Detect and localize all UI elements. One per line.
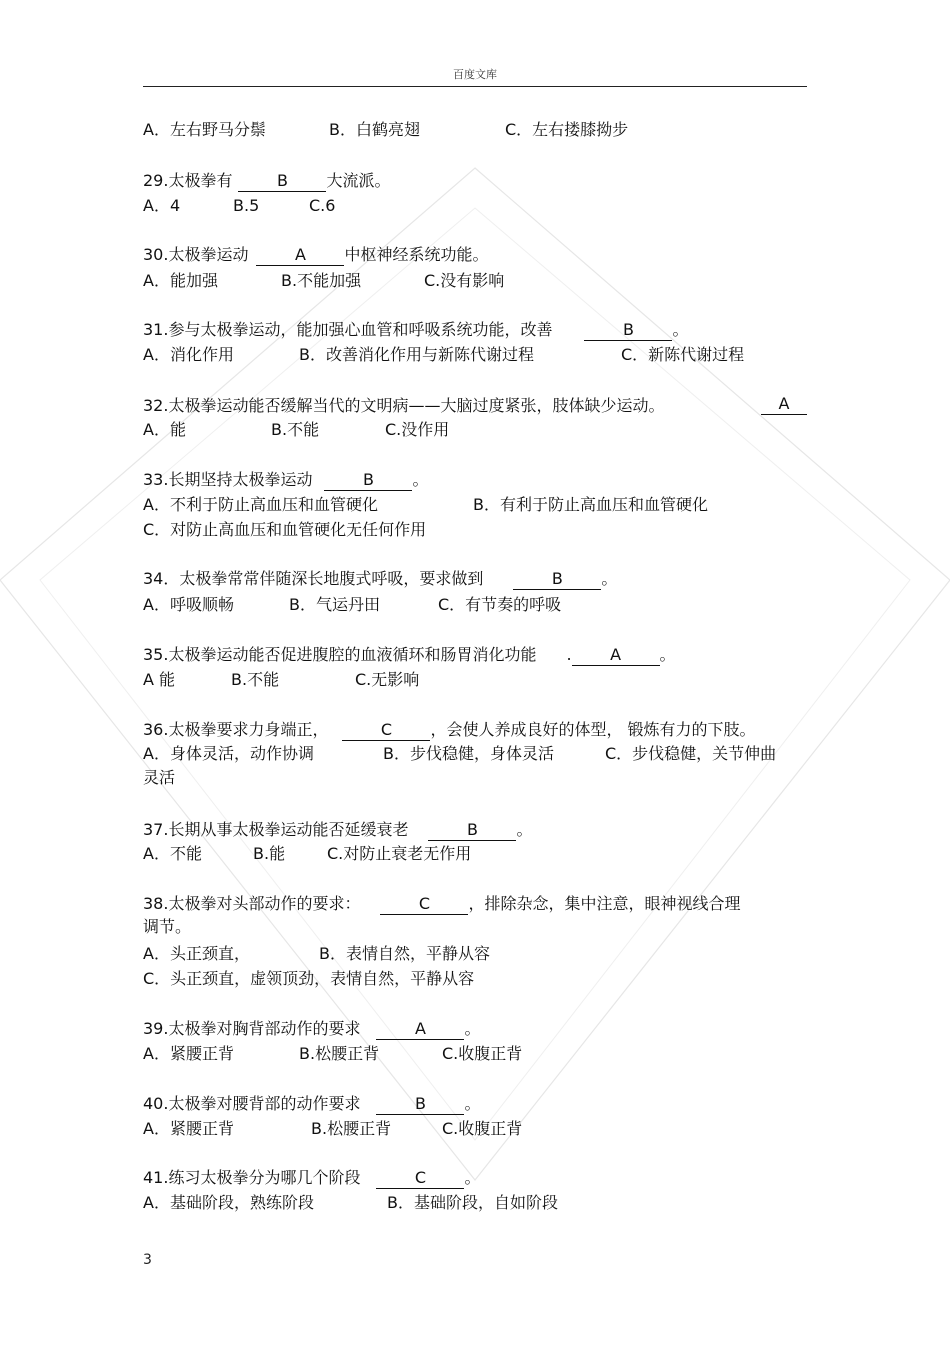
q38-option-row-1	[143, 942, 490, 966]
q33-text-end: 。	[412, 470, 429, 489]
q28-options	[143, 118, 629, 142]
q40-option-b: B.松腰正背	[311, 1119, 392, 1138]
q35-question	[143, 643, 676, 667]
q34-answer: B	[513, 569, 601, 590]
q41-text: 41.练习太极拳分为哪几个阶段	[143, 1168, 361, 1187]
q37-option-b: B.能	[253, 844, 286, 863]
page-header: 百度文库	[453, 68, 497, 81]
q29-option-c: C.6	[309, 196, 336, 215]
q36-option-a: A．身体灵活，动作协调	[143, 744, 314, 763]
q40-text-end: 。	[464, 1094, 481, 1113]
q34-option-c: C．有节奏的呼吸	[438, 595, 562, 614]
q33-answer: B	[324, 470, 412, 491]
q35-dot: .	[566, 645, 572, 664]
q30-option-a: A．能加强	[143, 271, 218, 290]
q38-option-c: C．头正颈直，虚领顶劲，表情自然，平静从容	[143, 969, 475, 988]
q32-option-b: B.不能	[271, 420, 320, 439]
q30-text: 30.太极拳运动	[143, 245, 249, 264]
q35-option-b: B.不能	[231, 670, 280, 689]
q39-text: 39.太极拳对胸背部动作的要求	[143, 1019, 361, 1038]
q33-option-b: B．有利于防止高血压和血管硬化	[473, 495, 708, 514]
q40-text: 40.太极拳对腰背部的动作要求	[143, 1094, 361, 1113]
q35-option-a: A 能	[143, 670, 176, 689]
q40-option-a: A．紧腰正背	[143, 1119, 234, 1138]
q41-text-end: 。	[464, 1168, 481, 1187]
q31-text: 31.参与太极拳运动，能加强心血管和呼吸系统功能，改善	[143, 320, 553, 339]
q29-question	[143, 169, 390, 193]
q30-options	[143, 269, 505, 293]
q31-text-end: 。	[672, 320, 689, 339]
q40-option-c: C.收腹正背	[442, 1119, 523, 1138]
q37-answer: B	[428, 820, 516, 841]
q38-option-a: A．头正颈直，	[143, 944, 250, 963]
q41-option-a: A．基础阶段，熟练阶段	[143, 1193, 314, 1212]
q37-question	[143, 818, 532, 842]
q41-question	[143, 1166, 480, 1190]
q34-option-b: B．气运丹田	[289, 595, 380, 614]
q36-option-c-continued	[143, 766, 175, 790]
q36-question	[143, 718, 756, 742]
q36-options	[143, 742, 777, 766]
q28-option-c: C．左右搂膝拗步	[505, 120, 629, 139]
q38-question-continued	[143, 915, 191, 939]
q37-options	[143, 842, 472, 866]
q41-option-b: B．基础阶段，自如阶段	[387, 1193, 558, 1212]
q33-text: 33.长期坚持太极拳运动	[143, 470, 313, 489]
q38-option-row-2	[143, 967, 474, 991]
q38-text-cont: 调节。	[143, 917, 192, 936]
q39-answer: A	[376, 1019, 464, 1040]
q38-option-b: B．表情自然，平静从容	[319, 944, 490, 963]
q35-text: 35.太极拳运动能否促进腹腔的血液循环和肠胃消化功能	[143, 645, 537, 664]
q37-text-end: 。	[516, 820, 533, 839]
q39-options	[143, 1042, 523, 1066]
q35-text-end: 。	[659, 645, 676, 664]
q29-options	[143, 194, 336, 218]
q40-answer: B	[376, 1094, 464, 1115]
q36-option-c: C．步伐稳健，关节伸曲	[605, 744, 777, 763]
q32-option-a: A．能	[143, 420, 186, 439]
q30-answer: A	[256, 245, 344, 266]
page-number: 3	[143, 1252, 152, 1268]
q30-option-b: B.不能加强	[281, 271, 362, 290]
q34-text: 34．太极拳常常伴随深长地腹式呼吸，要求做到	[143, 569, 484, 588]
q30-option-c: C.没有影响	[424, 271, 505, 290]
header-rule	[143, 86, 807, 87]
q30-text-end: 中枢神经系统功能。	[344, 245, 489, 264]
q34-question	[143, 567, 617, 591]
q36-answer: C	[342, 720, 430, 741]
q28-option-b: B．白鹤亮翅	[329, 120, 420, 139]
q39-option-b: B.松腰正背	[299, 1044, 380, 1063]
q32-options	[143, 418, 450, 442]
q33-option-c: C．对防止高血压和血管硬化无任何作用	[143, 520, 427, 539]
q38-question	[143, 892, 740, 916]
q36-text-end: ，会使人养成良好的体型， 锻炼有力的下肢。	[430, 720, 756, 739]
q31-option-b: B．改善消化作用与新陈代谢过程	[299, 345, 534, 364]
q33-question	[143, 468, 428, 492]
q33-option-row-2	[143, 518, 426, 542]
q36-option-c-cont: 灵活	[143, 768, 176, 787]
q31-answer: B	[584, 320, 672, 341]
q38-text-end: ，排除杂念，集中注意，眼神视线合理	[468, 894, 741, 913]
q39-option-a: A．紧腰正背	[143, 1044, 234, 1063]
q36-text: 36.太极拳要求力身端正，	[143, 720, 329, 739]
q31-option-c: C．新陈代谢过程	[621, 345, 745, 364]
q31-options	[143, 343, 745, 367]
q36-option-b: B．步伐稳健，身体灵活	[383, 744, 554, 763]
q32-answer: A	[761, 394, 807, 415]
q35-options	[143, 668, 420, 692]
q41-answer: C	[376, 1168, 464, 1189]
q37-option-c: C.对防止衰老无作用	[327, 844, 472, 863]
q40-question	[143, 1092, 480, 1116]
q32-option-c: C.没作用	[385, 420, 450, 439]
q33-option-a: A．不利于防止高血压和血管硬化	[143, 495, 378, 514]
q34-text-end: 。	[601, 569, 618, 588]
q30-question	[143, 243, 488, 267]
q37-option-a: A．不能	[143, 844, 202, 863]
q33-option-row-1	[143, 493, 708, 517]
q29-answer: B	[238, 171, 326, 192]
q31-question	[143, 318, 688, 342]
q34-option-a: A．呼吸顺畅	[143, 595, 234, 614]
q31-option-a: A．消化作用	[143, 345, 234, 364]
q29-text-end: 大流派。	[326, 171, 391, 190]
q39-option-c: C.收腹正背	[442, 1044, 523, 1063]
q34-options	[143, 593, 562, 617]
q32-question	[143, 394, 790, 418]
q35-option-c: C.无影响	[355, 670, 420, 689]
q29-text: 29.太极拳有	[143, 171, 233, 190]
q37-text: 37.长期从事太极拳运动能否延缓衰老	[143, 820, 409, 839]
q39-question	[143, 1017, 480, 1041]
q40-options	[143, 1117, 523, 1141]
q28-option-a: A．左右野马分鬃	[143, 120, 266, 139]
q32-text: 32.太极拳运动能否缓解当代的文明病——大脑过度紧张，肢体缺少运动。	[143, 396, 665, 415]
q29-option-b: B.5	[233, 196, 260, 215]
q38-answer: C	[380, 894, 468, 915]
q39-text-end: 。	[464, 1019, 481, 1038]
q29-option-a: A．4	[143, 196, 181, 215]
q41-options	[143, 1191, 558, 1215]
q35-answer: A	[572, 645, 660, 666]
q38-text: 38.太极拳对头部动作的要求：	[143, 894, 361, 913]
